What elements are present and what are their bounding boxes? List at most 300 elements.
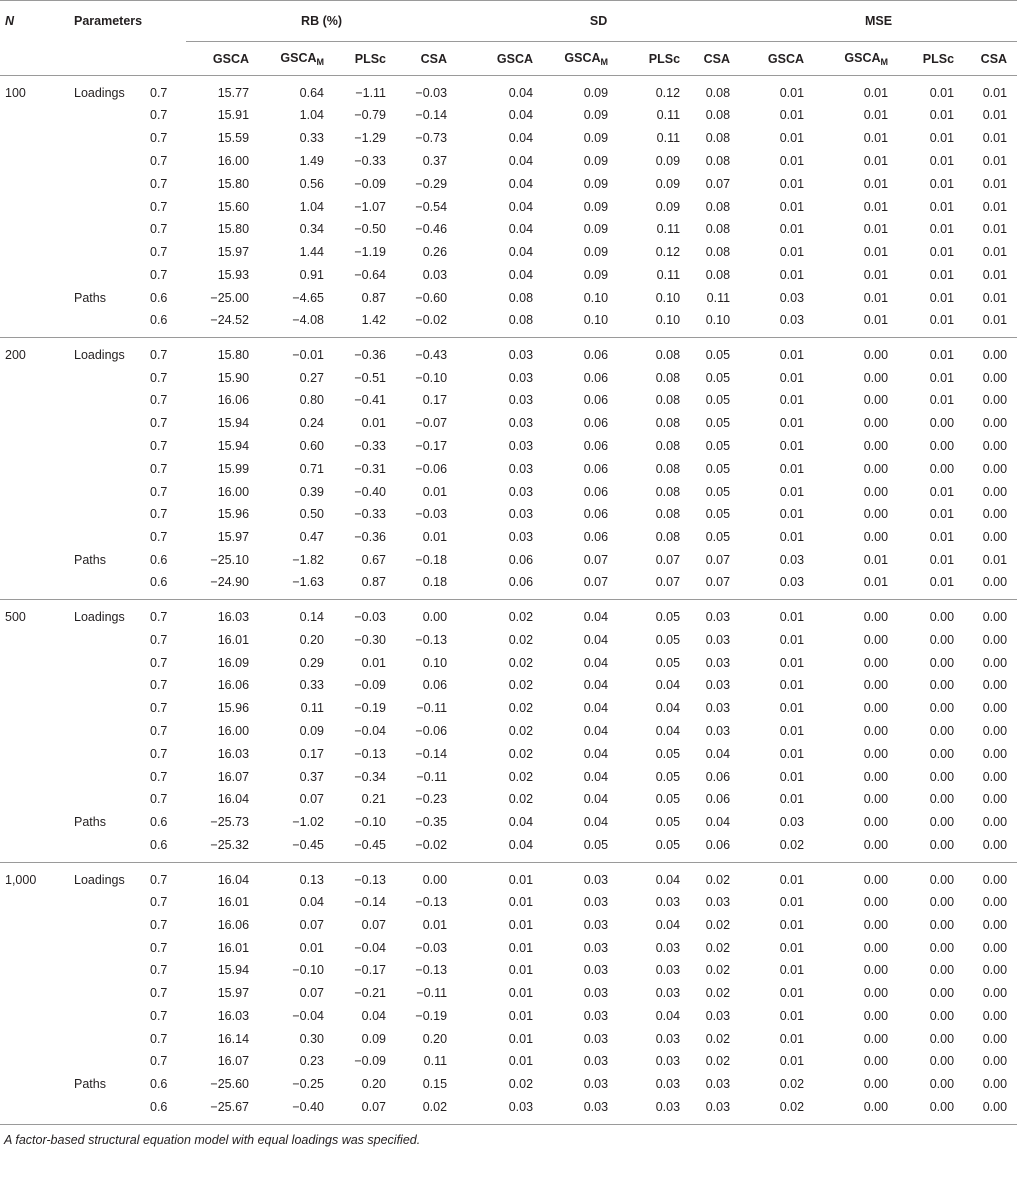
mse-value-cell: 0.00 — [863, 963, 889, 978]
rb-value-cell: 0.01 — [299, 940, 325, 955]
sd-value-cell: 0.04 — [583, 815, 609, 830]
mse-value-cell: 0.01 — [929, 245, 955, 260]
rb-value-cell: −0.04 — [354, 723, 387, 738]
mse-value-cell: 0.01 — [929, 131, 955, 146]
sd-value-cell: 0.04 — [583, 792, 609, 807]
mse-value-cell: 0.02 — [779, 1077, 805, 1092]
parameter-cell — [64, 1096, 146, 1124]
mse-value-cell: 0.01 — [779, 153, 805, 168]
rb-value-cell: 0.80 — [299, 393, 325, 408]
rb-value-cell: 16.07 — [217, 769, 250, 784]
sd-value-cell: 0.10 — [690, 309, 740, 338]
sd-value-cell: 0.04 — [655, 701, 681, 716]
table-row — [0, 480, 1017, 503]
mse-value-cell: 0.00 — [929, 438, 955, 453]
rb-value-cell: 0.67 — [361, 552, 387, 567]
table-row — [0, 1073, 1017, 1096]
rb-value-cell: 0.01 — [361, 655, 387, 670]
rb-value-cell: 15.94 — [217, 963, 250, 978]
rb-value-cell: −1.19 — [354, 245, 387, 260]
rb-value-cell: 0.56 — [299, 176, 325, 191]
table-row — [0, 571, 1017, 600]
mse-value-cell: 0.01 — [779, 86, 805, 100]
parameter-cell: Loadings — [74, 348, 125, 363]
rb-value-cell: −0.17 — [415, 438, 448, 453]
n-column-header: N — [0, 1, 64, 42]
sd-value-cell: 0.04 — [583, 610, 609, 625]
group-header-mse: MSE — [740, 1, 1017, 42]
population-value-cell: 0.7 — [150, 267, 168, 282]
mse-value-cell: 0.00 — [863, 348, 889, 363]
population-value-cell: 0.7 — [150, 872, 168, 887]
sd-value-cell: 0.09 — [583, 267, 609, 282]
rb-value-cell: −0.79 — [354, 108, 387, 123]
sd-value-cell: 0.02 — [508, 1077, 534, 1092]
sample-size-cell — [0, 457, 64, 480]
parameter-cell — [64, 1005, 146, 1028]
method-subscript: M — [316, 56, 325, 67]
rb-value-cell: 15.91 — [217, 108, 250, 123]
sd-value-cell: 0.04 — [583, 678, 609, 693]
method-header-sd-1 — [457, 42, 543, 76]
sd-value-cell: 0.04 — [583, 746, 609, 761]
rb-value-cell: 15.80 — [217, 222, 250, 237]
rb-value-cell: −0.09 — [354, 1054, 387, 1069]
sd-value-cell: 0.08 — [655, 507, 681, 522]
table-row — [0, 127, 1017, 150]
rb-value-cell: 0.01 — [422, 530, 448, 545]
mse-value-cell: 0.00 — [982, 530, 1008, 545]
sd-value-cell: 0.04 — [508, 131, 534, 146]
mse-value-cell: 0.00 — [982, 1077, 1008, 1092]
mse-value-cell: 0.00 — [929, 986, 955, 1001]
rb-value-cell: 0.10 — [422, 655, 448, 670]
parameter-cell — [64, 503, 146, 526]
rb-value-cell: 16.00 — [217, 153, 250, 168]
mse-value-cell: 0.01 — [779, 894, 805, 909]
sd-value-cell: 0.02 — [508, 701, 534, 716]
rb-value-cell: 16.04 — [217, 872, 250, 887]
rb-value-cell: 0.24 — [299, 416, 325, 431]
rb-value-cell: −0.03 — [354, 610, 387, 625]
sample-size-cell — [0, 389, 64, 412]
mse-value-cell: 0.00 — [982, 416, 1008, 431]
rb-value-cell: −0.36 — [354, 348, 387, 363]
rb-value-cell: 0.00 — [422, 872, 448, 887]
rb-value-cell: −0.01 — [292, 348, 325, 363]
rb-value-cell: −0.04 — [292, 1008, 325, 1023]
mse-value-cell: 0.01 — [982, 245, 1008, 260]
mse-value-cell: 0.01 — [779, 769, 805, 784]
mse-value-cell: 0.01 — [863, 245, 889, 260]
sd-value-cell: 0.07 — [583, 552, 609, 567]
mse-value-cell: 0.01 — [779, 461, 805, 476]
mse-value-cell: 0.00 — [982, 370, 1008, 385]
rb-value-cell: −0.07 — [415, 416, 448, 431]
mse-value-cell: 0.00 — [863, 507, 889, 522]
rb-value-cell: −0.33 — [354, 438, 387, 453]
sd-value-cell: 0.04 — [508, 222, 534, 237]
sd-value-cell: 0.02 — [508, 723, 534, 738]
sd-value-cell: 0.03 — [705, 632, 731, 647]
sd-value-cell: 0.03 — [655, 1054, 681, 1069]
mse-value-cell: 0.01 — [779, 267, 805, 282]
rb-value-cell: 15.96 — [217, 701, 250, 716]
rb-value-cell: 16.09 — [217, 655, 250, 670]
sd-value-cell: 0.11 — [706, 290, 731, 305]
rb-value-cell: 16.03 — [217, 746, 250, 761]
rb-value-cell: −0.13 — [415, 632, 448, 647]
mse-value-cell: 0.01 — [779, 723, 805, 738]
mse-value-cell: 0.01 — [929, 153, 955, 168]
mse-value-cell: 0.01 — [779, 678, 805, 693]
mse-value-cell: 0.00 — [982, 507, 1008, 522]
rb-value-cell: −0.13 — [354, 746, 387, 761]
mse-value-cell: 0.01 — [779, 348, 805, 363]
mse-value-cell: 0.01 — [779, 872, 805, 887]
sample-size-cell — [0, 891, 64, 914]
rb-value-cell: 16.03 — [217, 1008, 250, 1023]
sd-value-cell: 0.01 — [508, 1031, 534, 1046]
sd-value-cell: 0.04 — [508, 86, 534, 100]
mse-value-cell: 0.01 — [929, 176, 955, 191]
sample-size-cell — [0, 218, 64, 241]
population-value-cell: 0.7 — [150, 507, 168, 522]
mse-value-cell: 0.01 — [779, 393, 805, 408]
sample-size-cell — [0, 913, 64, 936]
sd-value-cell: 0.05 — [705, 461, 731, 476]
mse-value-cell: 0.01 — [779, 416, 805, 431]
rb-value-cell: −0.35 — [415, 815, 448, 830]
mse-value-cell: 0.01 — [929, 530, 955, 545]
table-row — [0, 195, 1017, 218]
sd-value-cell: 0.03 — [508, 370, 534, 385]
rb-value-cell: 15.97 — [217, 530, 250, 545]
rb-value-cell: −0.14 — [415, 746, 448, 761]
mse-value-cell: 0.01 — [982, 131, 1008, 146]
sample-size-cell — [0, 1027, 64, 1050]
population-value-cell: 0.6 — [150, 1099, 168, 1114]
mse-value-cell: 0.00 — [982, 348, 1008, 363]
mse-value-cell: 0.01 — [779, 610, 805, 625]
rb-value-cell: −0.45 — [259, 834, 334, 863]
mse-value-cell: 0.00 — [863, 701, 889, 716]
sample-size-cell — [0, 195, 64, 218]
table-row — [0, 765, 1017, 788]
rb-value-cell: 0.01 — [361, 416, 387, 431]
mse-value-cell: 0.01 — [863, 199, 889, 214]
sd-value-cell: 0.09 — [583, 176, 609, 191]
rb-value-cell: 15.94 — [217, 438, 250, 453]
parameter-cell — [64, 241, 146, 264]
rb-value-cell: −1.07 — [354, 199, 387, 214]
table-footnote: A factor-based structural equation model with equal loadings was specified. — [4, 1132, 421, 1147]
sd-value-cell: 0.04 — [705, 815, 731, 830]
sd-value-cell: 0.01 — [508, 940, 534, 955]
sample-size-cell — [0, 628, 64, 651]
mse-value-cell: 0.01 — [929, 222, 955, 237]
parameter-cell — [64, 1050, 146, 1073]
table-row — [0, 959, 1017, 982]
sample-size-cell — [0, 526, 64, 549]
mse-value-cell: 0.01 — [779, 176, 805, 191]
sample-size-cell — [0, 172, 64, 195]
sd-value-cell: 0.08 — [655, 393, 681, 408]
rb-value-cell: −0.03 — [415, 507, 448, 522]
population-value-cell: 0.6 — [146, 309, 186, 338]
sd-value-cell: 0.06 — [457, 571, 543, 600]
rb-value-cell: −0.09 — [354, 678, 387, 693]
population-value-cell: 0.7 — [150, 86, 168, 100]
parameters-column-header: Parameters — [64, 1, 186, 42]
sd-value-cell: 0.04 — [457, 834, 543, 863]
sample-size-cell: 200 — [5, 348, 26, 363]
sd-value-cell: 0.06 — [705, 792, 731, 807]
rb-value-cell: 16.04 — [217, 792, 250, 807]
method-header-row — [0, 42, 1017, 76]
table-row — [0, 241, 1017, 264]
mse-value-cell: 0.00 — [982, 393, 1008, 408]
method-header-mse-4 — [964, 42, 1017, 76]
rb-value-cell: −0.43 — [415, 348, 448, 363]
table-row — [0, 1050, 1017, 1073]
rb-value-cell: 0.47 — [299, 530, 325, 545]
rb-value-cell: −0.33 — [354, 507, 387, 522]
mse-value-cell: 0.00 — [929, 1031, 955, 1046]
mse-value-cell: 0.01 — [779, 655, 805, 670]
mse-value-cell: 0.01 — [779, 131, 805, 146]
sd-value-cell: 0.08 — [457, 309, 543, 338]
mse-value-cell: 0.00 — [929, 1008, 955, 1023]
rb-value-cell: 0.09 — [299, 723, 325, 738]
mse-value-cell: 0.01 — [863, 267, 889, 282]
sample-size-cell — [0, 1096, 64, 1124]
rb-value-cell: −0.51 — [354, 370, 387, 385]
rb-value-cell: −0.19 — [354, 701, 387, 716]
sample-size-cell — [0, 834, 64, 863]
header-spacer — [146, 42, 186, 76]
sd-value-cell: 0.03 — [508, 348, 534, 363]
rb-value-cell: 0.07 — [361, 1099, 387, 1114]
mse-value-cell: 0.00 — [982, 1031, 1008, 1046]
mse-value-cell: 0.01 — [779, 632, 805, 647]
mse-value-cell: 0.01 — [779, 917, 805, 932]
table-row — [0, 742, 1017, 765]
mse-value-cell: 0.01 — [779, 940, 805, 955]
rb-value-cell: −0.50 — [354, 222, 387, 237]
sd-value-cell: 0.09 — [583, 108, 609, 123]
sd-value-cell: 0.02 — [508, 632, 534, 647]
parameter-cell — [64, 480, 146, 503]
parameter-cell: Loadings — [74, 86, 125, 100]
rb-value-cell: −0.45 — [334, 834, 396, 863]
sd-value-cell: 0.06 — [583, 416, 609, 431]
population-value-cell: 0.7 — [150, 245, 168, 260]
rb-value-cell: 0.18 — [396, 571, 457, 600]
parameter-cell — [64, 891, 146, 914]
population-value-cell: 0.7 — [150, 940, 168, 955]
mse-value-cell: 0.00 — [982, 484, 1008, 499]
table-row — [0, 1096, 1017, 1124]
rb-value-cell: 0.11 — [300, 701, 325, 716]
rb-value-cell: 0.15 — [422, 1077, 448, 1092]
rb-value-cell: −24.90 — [186, 571, 259, 600]
rb-value-cell: 0.26 — [422, 245, 448, 260]
sd-value-cell: 0.08 — [655, 484, 681, 499]
sd-value-cell: 0.03 — [508, 1099, 534, 1114]
mse-value-cell: 0.00 — [863, 1077, 889, 1092]
mse-value-cell: 0.01 — [964, 309, 1017, 338]
sd-value-cell: 0.05 — [655, 746, 681, 761]
sd-value-cell: 0.03 — [583, 1077, 609, 1092]
rb-value-cell: 0.07 — [299, 917, 325, 932]
mse-value-cell: 0.01 — [779, 986, 805, 1001]
population-value-cell: 0.7 — [150, 370, 168, 385]
mse-value-cell: 0.00 — [863, 815, 889, 830]
sd-value-cell: 0.03 — [583, 1031, 609, 1046]
sd-value-cell: 0.05 — [618, 834, 690, 863]
table-row — [0, 503, 1017, 526]
rb-value-cell: 0.07 — [299, 986, 325, 1001]
rb-value-cell: −0.34 — [354, 769, 387, 784]
parameter-cell — [64, 104, 146, 127]
rb-value-cell: −1.02 — [292, 815, 325, 830]
sd-value-cell: 0.05 — [655, 815, 681, 830]
table-row — [0, 389, 1017, 412]
sd-value-cell: 0.04 — [508, 815, 534, 830]
mse-value-cell: 0.00 — [929, 1054, 955, 1069]
sd-value-cell: 0.03 — [655, 1099, 681, 1114]
rb-value-cell: −0.11 — [416, 986, 448, 1001]
table-row — [0, 218, 1017, 241]
sd-value-cell: 0.09 — [583, 245, 609, 260]
mse-value-cell: 0.01 — [779, 792, 805, 807]
mse-value-cell: 0.00 — [863, 461, 889, 476]
mse-value-cell: 0.00 — [929, 461, 955, 476]
sd-value-cell: 0.01 — [508, 917, 534, 932]
population-value-cell: 0.7 — [150, 438, 168, 453]
parameter-cell — [64, 264, 146, 287]
table-row — [0, 1027, 1017, 1050]
mse-value-cell: 0.00 — [929, 917, 955, 932]
method-subscript: M — [600, 56, 609, 67]
table-row — [0, 936, 1017, 959]
table-row — [0, 286, 1017, 309]
parameter-cell — [64, 435, 146, 458]
mse-value-cell: 0.01 — [982, 108, 1008, 123]
sd-value-cell: 0.06 — [690, 834, 740, 863]
rb-value-cell: 15.97 — [217, 245, 250, 260]
mse-value-cell: 0.01 — [779, 1054, 805, 1069]
sample-size-cell — [0, 788, 64, 811]
method-header-sd-3 — [618, 42, 690, 76]
group-header-sd: SD — [457, 1, 740, 42]
parameter-cell — [64, 697, 146, 720]
rb-value-cell: 1.04 — [299, 199, 325, 214]
sd-value-cell: 0.08 — [655, 530, 681, 545]
sample-size-cell — [0, 480, 64, 503]
rb-value-cell: 0.06 — [422, 678, 448, 693]
rb-value-cell: −24.52 — [186, 309, 259, 338]
sd-value-cell: 0.03 — [508, 507, 534, 522]
mse-value-cell: 0.00 — [929, 632, 955, 647]
method-name: CSA — [980, 51, 1008, 66]
sd-value-cell: 0.11 — [656, 222, 681, 237]
sd-value-cell: 0.05 — [705, 484, 731, 499]
sd-value-cell: 0.05 — [655, 632, 681, 647]
sd-value-cell: 0.03 — [583, 1054, 609, 1069]
parameter-cell: Paths — [74, 552, 106, 567]
mse-value-cell: 0.00 — [929, 1099, 955, 1114]
mse-value-cell: 0.00 — [863, 1008, 889, 1023]
sd-value-cell: 0.08 — [655, 348, 681, 363]
mse-value-cell: 0.00 — [929, 746, 955, 761]
sd-value-cell: 0.06 — [583, 530, 609, 545]
sd-value-cell: 0.03 — [583, 872, 609, 887]
sd-value-cell: 0.06 — [705, 769, 731, 784]
mse-value-cell: 0.01 — [779, 199, 805, 214]
rb-value-cell: 0.30 — [299, 1031, 325, 1046]
sd-value-cell: 0.09 — [583, 153, 609, 168]
rb-value-cell: 0.50 — [299, 507, 325, 522]
method-header-sd-4 — [690, 42, 740, 76]
sd-value-cell: 0.08 — [705, 153, 731, 168]
group-header-rb: RB (%) — [186, 1, 457, 42]
parameter-cell — [64, 526, 146, 549]
sd-value-cell: 0.03 — [705, 1077, 731, 1092]
sd-value-cell: 0.08 — [655, 438, 681, 453]
sd-value-cell: 0.04 — [508, 108, 534, 123]
rb-value-cell: −0.13 — [415, 963, 448, 978]
sample-size-cell — [0, 651, 64, 674]
mse-value-cell: 0.00 — [929, 792, 955, 807]
sd-value-cell: 0.07 — [655, 552, 681, 567]
mse-value-cell: 0.00 — [863, 370, 889, 385]
mse-value-cell: 0.00 — [863, 484, 889, 499]
parameter-cell — [64, 765, 146, 788]
mse-value-cell: 0.00 — [982, 769, 1008, 784]
mse-value-cell: 0.01 — [929, 267, 955, 282]
population-value-cell: 0.6 — [146, 571, 186, 600]
table-row — [0, 150, 1017, 173]
sample-size-cell — [0, 435, 64, 458]
sd-value-cell: 0.10 — [618, 309, 690, 338]
sd-value-cell: 0.03 — [583, 940, 609, 955]
mse-value-cell: 0.01 — [929, 393, 955, 408]
sd-value-cell: 0.03 — [655, 940, 681, 955]
mse-value-cell: 0.00 — [982, 792, 1008, 807]
mse-value-cell: 0.00 — [929, 723, 955, 738]
table-row — [0, 720, 1017, 743]
sd-value-cell: 0.04 — [583, 655, 609, 670]
parameter-cell — [64, 982, 146, 1005]
population-value-cell: 0.6 — [150, 815, 168, 830]
rb-value-cell: 16.07 — [217, 1054, 250, 1069]
parameter-cell: Paths — [74, 815, 106, 830]
sample-size-cell: 500 — [5, 610, 26, 625]
mse-value-cell: 0.00 — [929, 894, 955, 909]
table-row — [0, 913, 1017, 936]
mse-value-cell: 0.01 — [779, 245, 805, 260]
population-value-cell: 0.7 — [150, 746, 168, 761]
mse-value-cell: 0.00 — [863, 746, 889, 761]
sd-value-cell: 0.11 — [656, 267, 681, 282]
rb-value-cell: 0.33 — [299, 678, 325, 693]
mse-value-cell: 0.01 — [863, 108, 889, 123]
sd-value-cell: 0.09 — [655, 199, 681, 214]
sd-value-cell: 0.03 — [705, 1008, 731, 1023]
sd-value-cell: 0.05 — [705, 507, 731, 522]
